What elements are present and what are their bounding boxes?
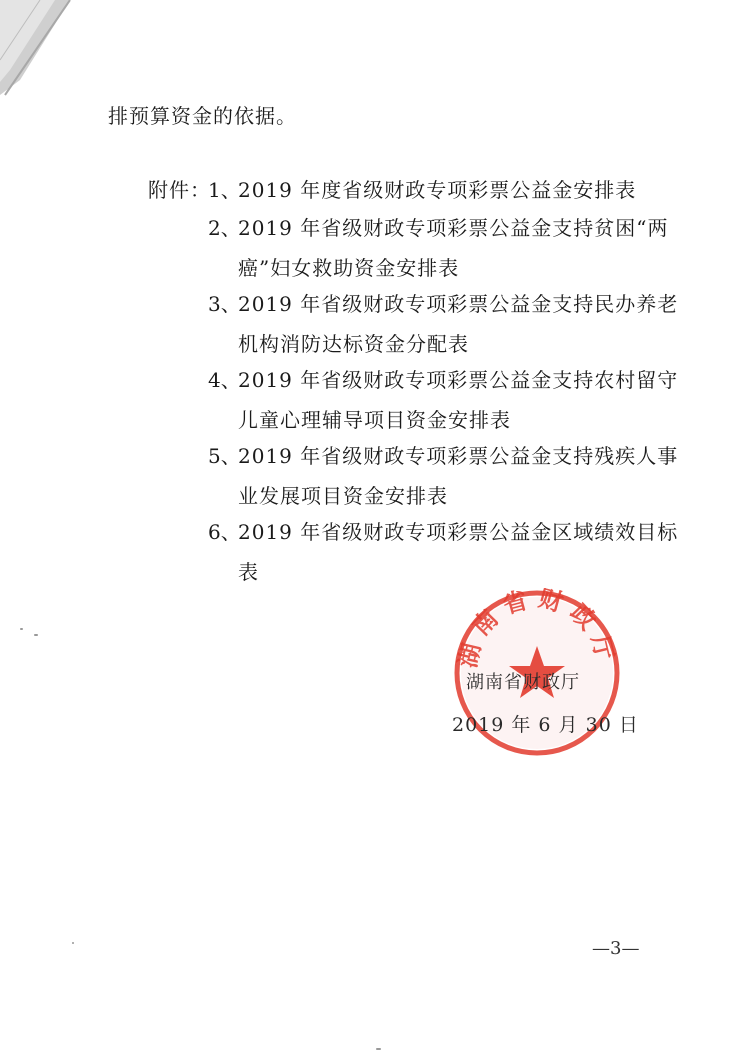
seal-text: 湖南省财政厅 bbox=[453, 588, 621, 671]
attachment-number: 1、 bbox=[208, 178, 241, 202]
attachment-number: 4、 bbox=[208, 368, 241, 392]
attachment-title: 2019 年省级财政专项彩票公益金支持残疾人事 bbox=[238, 444, 679, 468]
scan-speck bbox=[20, 628, 23, 630]
attachment-title-continued: 机构消防达标资金分配表 bbox=[238, 332, 469, 356]
attachment-number: 5、 bbox=[208, 444, 241, 468]
attachment-title-continued: 业发展项目资金安排表 bbox=[238, 484, 448, 508]
attachment-title-continued: 癌”妇女救助资金安排表 bbox=[238, 256, 460, 280]
scan-speck bbox=[376, 1048, 381, 1050]
attachments-label: 附件： bbox=[148, 178, 211, 202]
issuer-name: 湖南省财政厅 bbox=[466, 672, 580, 693]
issue-date: 2019 年 6 月 30 日 bbox=[452, 714, 639, 736]
attachment-title: 2019 年省级财政专项彩票公益金支持民办养老 bbox=[238, 292, 679, 316]
attachment-number: 6、 bbox=[208, 520, 241, 544]
attachment-title-continued: 表 bbox=[238, 560, 259, 584]
attachment-title: 2019 年省级财政专项彩票公益金支持贫困“两 bbox=[238, 216, 669, 240]
attachment-title-continued: 儿童心理辅导项目资金安排表 bbox=[238, 408, 511, 432]
scan-speck bbox=[72, 942, 74, 944]
attachment-title: 2019 年度省级财政专项彩票公益金安排表 bbox=[238, 178, 637, 202]
scan-speck bbox=[34, 634, 38, 636]
page-number: —3— bbox=[592, 938, 640, 959]
attachment-number: 2、 bbox=[208, 216, 241, 240]
scan-artifact bbox=[0, 0, 90, 100]
attachment-title: 2019 年省级财政专项彩票公益金区域绩效目标 bbox=[238, 520, 679, 544]
intro-line: 排预算资金的依据。 bbox=[108, 104, 297, 128]
attachment-number: 3、 bbox=[208, 292, 241, 316]
attachment-title: 2019 年省级财政专项彩票公益金支持农村留守 bbox=[238, 368, 679, 392]
